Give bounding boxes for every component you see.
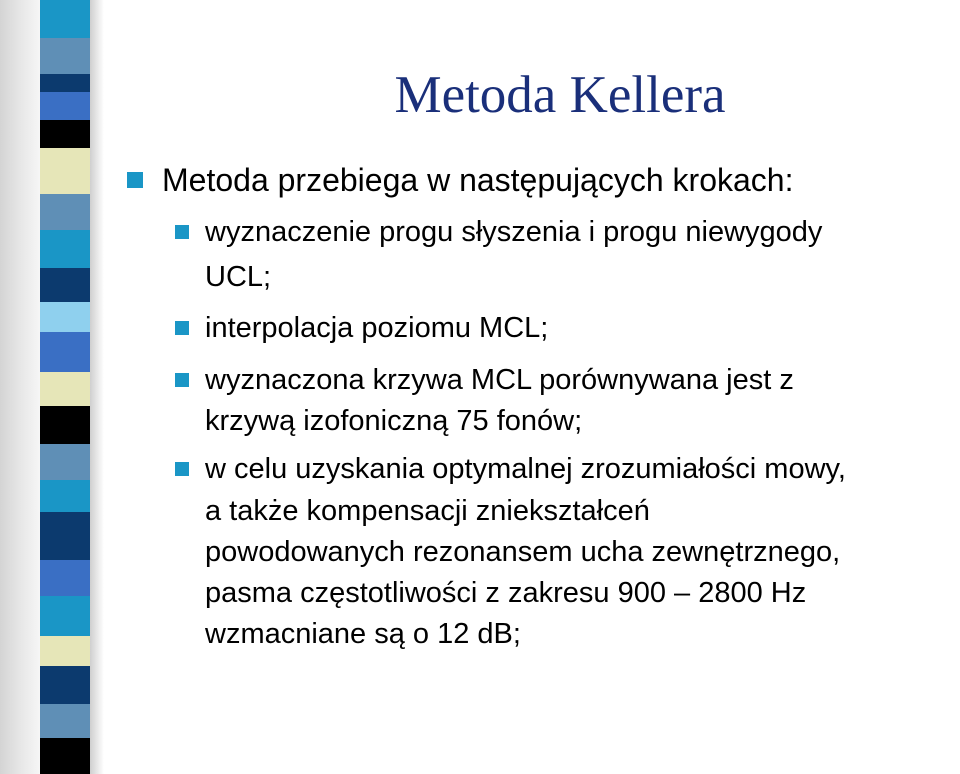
strip-shadow (90, 0, 104, 774)
strip-block (40, 120, 90, 148)
square-bullet-icon (175, 373, 189, 387)
strip-block (40, 148, 90, 194)
step-line: w celu uzyskania optymalnej zrozumiałości mowy, (205, 453, 846, 485)
strip-block (40, 636, 90, 666)
strip-block (40, 666, 90, 704)
slide-title: Metoda Kellera (394, 66, 726, 124)
strip-block (40, 560, 90, 596)
square-bullet-icon (175, 462, 189, 476)
strip-block (40, 596, 90, 636)
step-line: wzmacniane są o 12 dB; (205, 618, 521, 650)
strip-block (40, 480, 90, 512)
strip-block (40, 444, 90, 480)
left-shadow (0, 0, 40, 774)
intro-text: Metoda przebiega w następujących krokach: (162, 162, 794, 198)
step-line: wyznaczona krzywa MCL porównywana jest z (205, 364, 794, 396)
strip-block (40, 268, 90, 302)
strip-block (40, 738, 90, 774)
square-bullet-icon (175, 321, 189, 335)
strip-block (40, 512, 90, 560)
strip-block (40, 406, 90, 444)
square-bullet-icon (127, 172, 143, 188)
strip-block (40, 302, 90, 332)
step-line: krzywą izofoniczną 75 fonów; (205, 405, 583, 437)
square-bullet-icon (175, 225, 189, 239)
step-line: powodowanych rezonansem ucha zewnętrznego, (205, 536, 841, 568)
step-line: pasma częstotliwości z zakresu 900 – 2800 Hz (205, 577, 807, 609)
step-line: a także kompensacji zniekształceń (205, 495, 650, 527)
strip-block (40, 74, 90, 92)
step-line: wyznaczenie progu słyszenia i progu niewygody (205, 216, 823, 248)
strip-block (40, 194, 90, 230)
strip-block (40, 230, 90, 268)
step-line: interpolacja poziomu MCL; (205, 312, 549, 344)
strip-block (40, 704, 90, 738)
strip-block (40, 0, 90, 38)
step-line: UCL; (205, 261, 272, 293)
strip-block (40, 372, 90, 406)
strip-block (40, 92, 90, 120)
decorative-color-strip (40, 0, 90, 774)
strip-block (40, 332, 90, 372)
strip-block (40, 38, 90, 74)
